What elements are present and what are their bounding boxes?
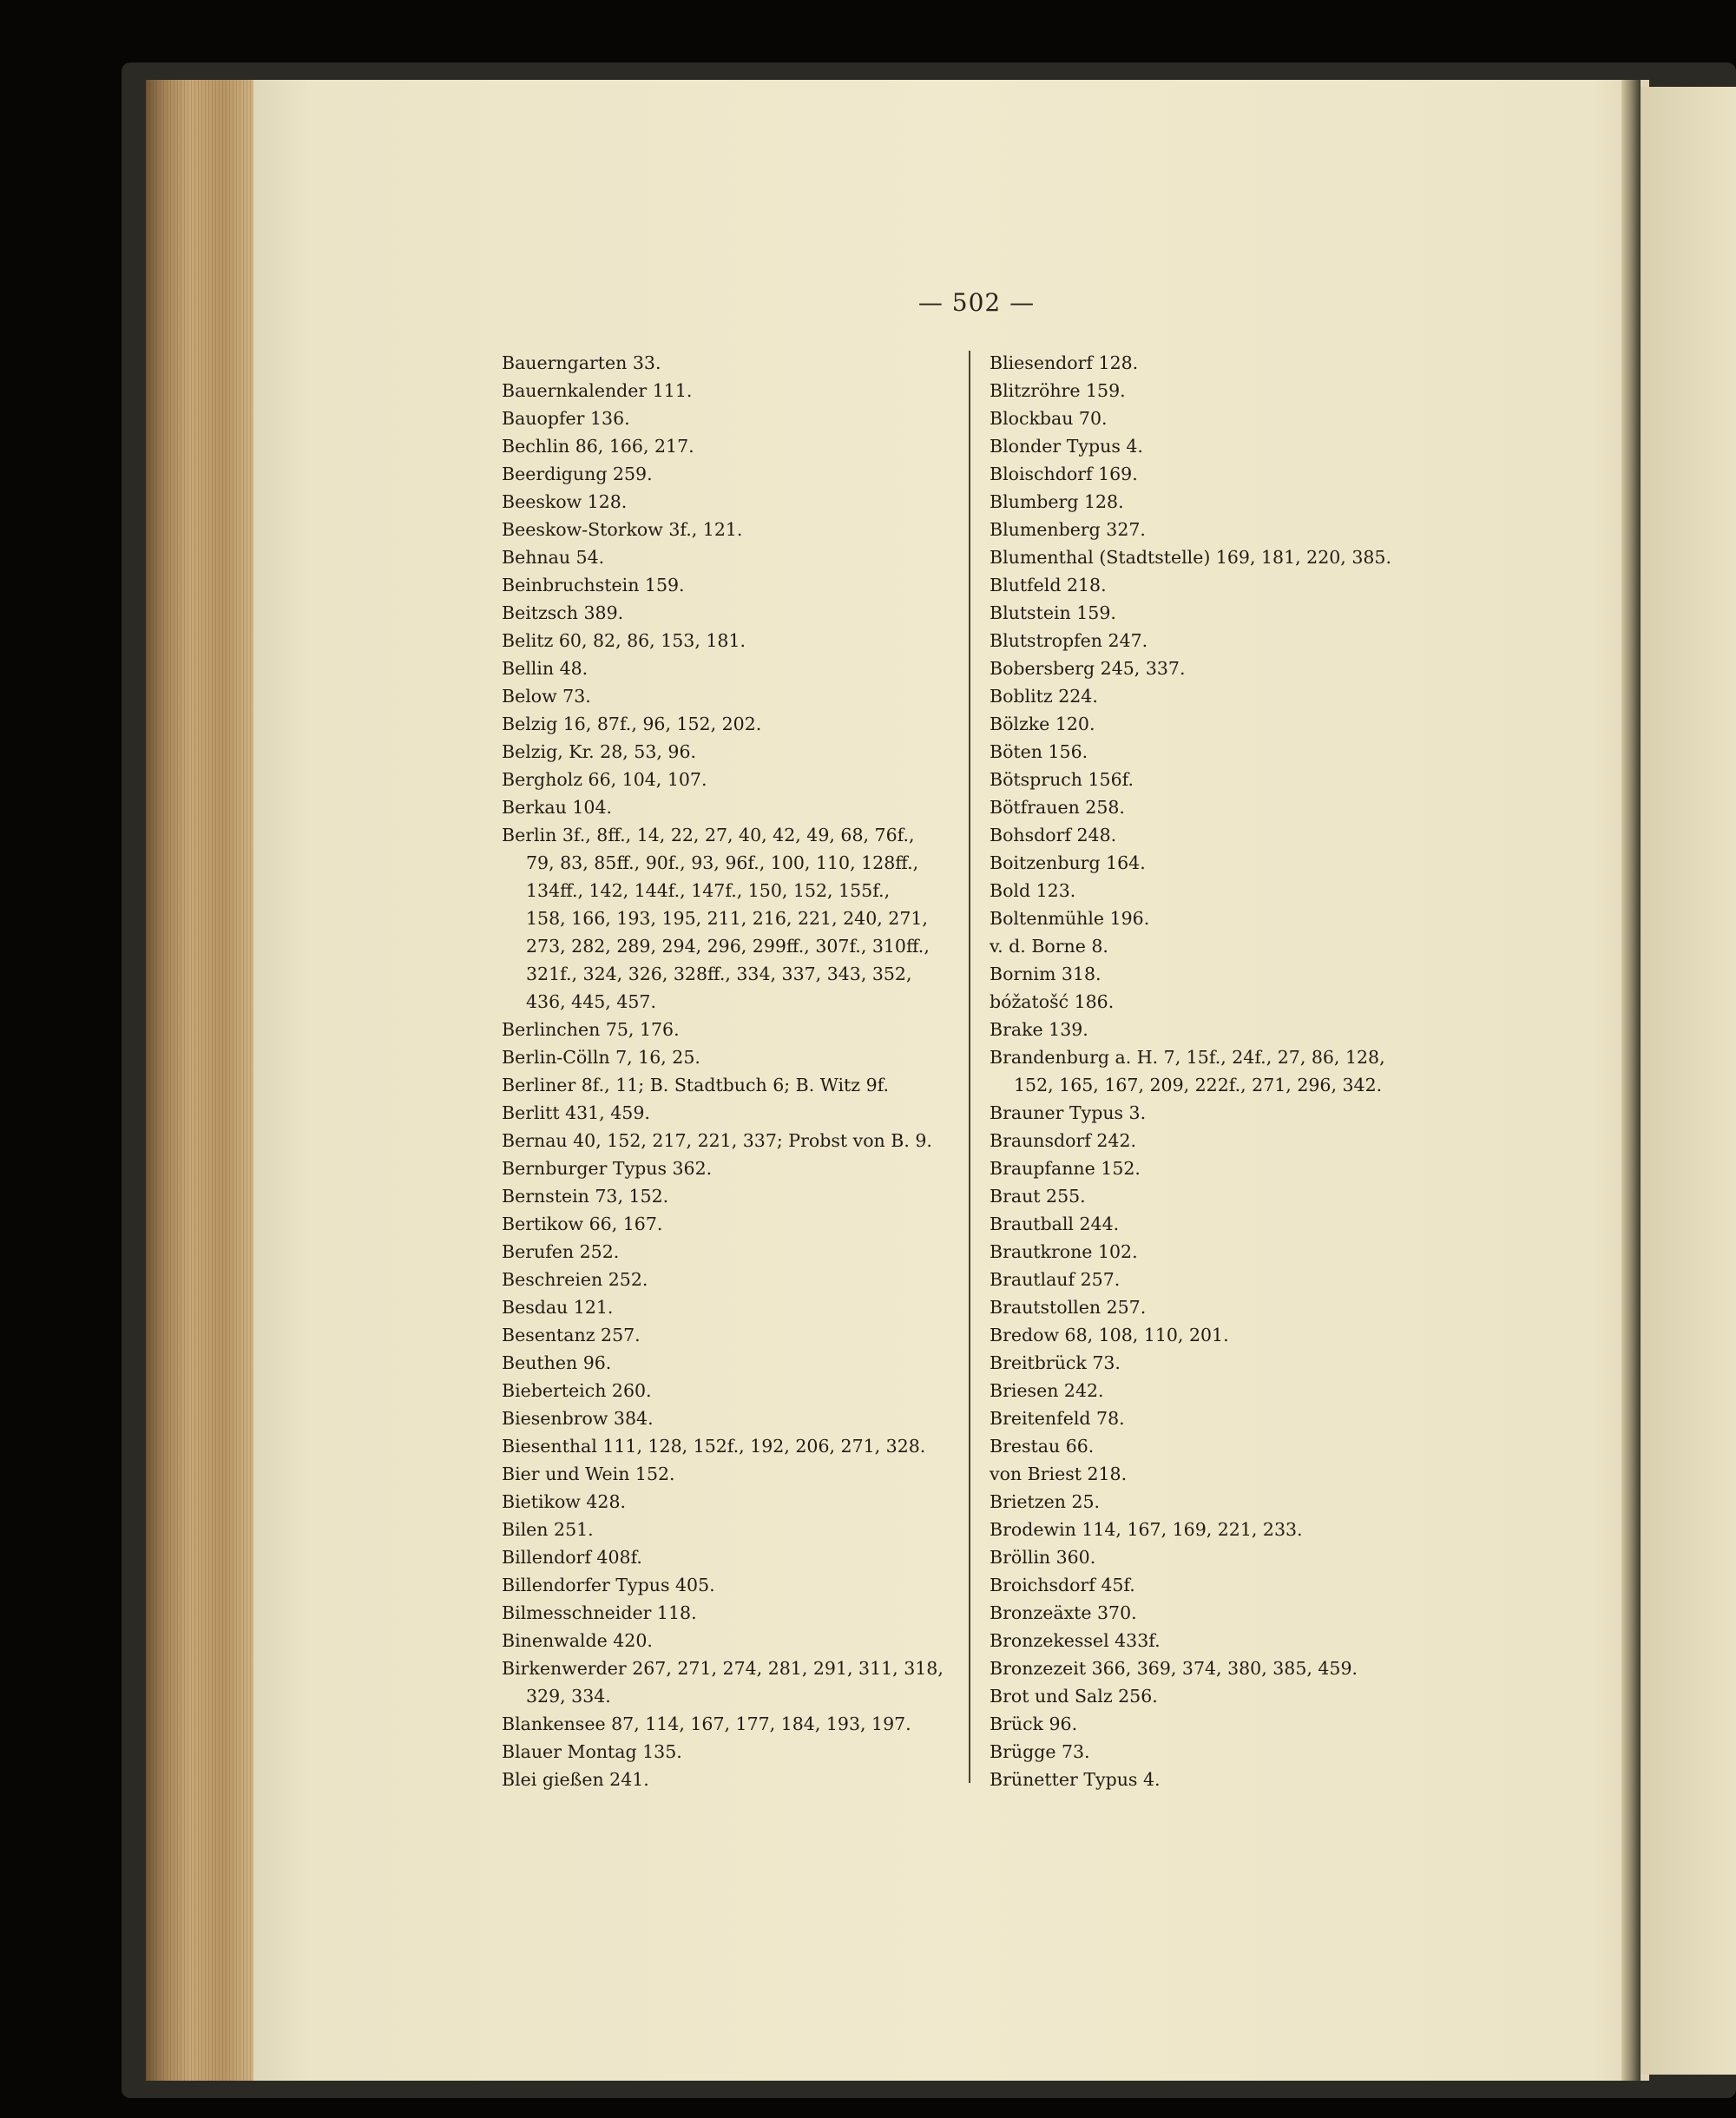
index-entry: Boblitz 224. — [990, 686, 1098, 707]
index-entry: Brauner Typus 3. — [990, 1102, 1147, 1123]
index-entry: Brautlauf 257. — [990, 1269, 1121, 1290]
index-entry: Blei gießen 241. — [502, 1769, 649, 1790]
index-entry: Birkenwerder 267, 271, 274, 281, 291, 311, 318, — [502, 1658, 944, 1679]
index-entry: Broichsdorf 45f. — [990, 1575, 1135, 1595]
column-divider — [969, 351, 970, 1783]
index-entry: Bilmesschneider 118. — [502, 1602, 697, 1623]
index-entry: Brietzen 25. — [990, 1491, 1101, 1512]
index-entry: Bernau 40, 152, 217, 221, 337; Probst von B. 9. — [502, 1130, 932, 1151]
index-entry: bóžatošć 186. — [990, 991, 1115, 1012]
index-entry: Biesenthal 111, 128, 152f., 192, 206, 271, 328. — [502, 1436, 926, 1457]
index-entry: Beeskow-Storkow 3f., 121. — [502, 519, 743, 540]
index-entry: Berufen 252. — [502, 1241, 620, 1262]
index-entry: Bauopfer 136. — [502, 408, 630, 429]
index-entry: Blumenberg 327. — [990, 519, 1146, 540]
index-entry: Berliner 8f., 11; B. Stadtbuch 6; B. Witz 9f. — [502, 1075, 890, 1095]
index-entry: Berlinchen 75, 176. — [502, 1019, 680, 1040]
index-entry: Brake 139. — [990, 1019, 1088, 1040]
index-entry: Bötspruch 156f. — [990, 769, 1134, 790]
index-entry: Bronzeäxte 370. — [990, 1602, 1137, 1623]
index-entry: Beuthen 96. — [502, 1352, 612, 1373]
index-entry: Bauerngarten 33. — [502, 352, 661, 373]
index-entry: Besdau 121. — [502, 1297, 614, 1318]
index-entry: Brot und Salz 256. — [990, 1686, 1158, 1707]
facing-page-edge — [1641, 87, 1736, 2075]
index-entry: Blitzröhre 159. — [990, 380, 1126, 401]
index-entry: Behnau 54. — [502, 547, 605, 568]
book-gutter — [1621, 80, 1641, 2081]
index-entry: Brautkrone 102. — [990, 1241, 1138, 1262]
index-entry: Braut 255. — [990, 1186, 1086, 1207]
index-entry: Beerdigung 259. — [502, 464, 653, 484]
index-entry-continuation: 329, 334. — [526, 1686, 611, 1707]
index-entry: Below 73. — [502, 686, 591, 707]
index-entry: Blutfeld 218. — [990, 575, 1107, 595]
index-entry: Bergholz 66, 104, 107. — [502, 769, 707, 790]
index-entry: Bauernkalender 111. — [502, 380, 693, 401]
index-entry: Blauer Montag 135. — [502, 1741, 682, 1762]
index-entry-continuation: 134ff., 142, 144f., 147f., 150, 152, 155f., — [526, 880, 891, 901]
index-entry: Bötfrauen 258. — [990, 797, 1125, 818]
index-entry-continuation: 321f., 324, 326, 328ff., 334, 337, 343, 352, — [526, 964, 912, 984]
index-column-left — [502, 349, 970, 1793]
index-entry: Beitzsch 389. — [502, 602, 624, 623]
index-entry: Blutstropfen 247. — [990, 630, 1148, 651]
index-entry: Braupfanne 152. — [990, 1158, 1141, 1179]
index-entry: Brodewin 114, 167, 169, 221, 233. — [990, 1519, 1303, 1540]
index-entry: Boitzenburg 164. — [990, 852, 1146, 873]
index-entry: Böten 156. — [990, 741, 1088, 762]
index-entry: Bechlin 86, 166, 217. — [502, 436, 694, 457]
index-entry: Bliesendorf 128. — [990, 352, 1139, 373]
index-entry: Billendorfer Typus 405. — [502, 1575, 715, 1595]
index-entry: Bellin 48. — [502, 658, 589, 679]
index-entry: Bornim 318. — [990, 964, 1101, 984]
index-entry: Bredow 68, 108, 110, 201. — [990, 1325, 1229, 1345]
index-entry: Brestau 66. — [990, 1436, 1095, 1457]
index-entry: von Briest 218. — [990, 1464, 1128, 1484]
index-entry: Brück 96. — [990, 1713, 1078, 1734]
index-entry: Bold 123. — [990, 880, 1076, 901]
index-entry: Bohsdorf 248. — [990, 825, 1117, 845]
index-entry: Binenwalde 420. — [502, 1630, 653, 1651]
index-entry: Berlin-Cölln 7, 16, 25. — [502, 1047, 700, 1068]
index-entry: Belzig, Kr. 28, 53, 96. — [502, 741, 696, 762]
index-entry: Berlitt 431, 459. — [502, 1102, 650, 1123]
index-entry: Bertikow 66, 167. — [502, 1214, 663, 1234]
index-entry: Bietikow 428. — [502, 1491, 627, 1512]
index-entry-continuation: 158, 166, 193, 195, 211, 216, 221, 240, 271, — [526, 908, 928, 929]
index-entry: Brautstollen 257. — [990, 1297, 1147, 1318]
index-entry: Blankensee 87, 114, 167, 177, 184, 193, 197. — [502, 1713, 911, 1734]
index-entry: Bronzezeit 366, 369, 374, 380, 385, 459. — [990, 1658, 1358, 1679]
index-entry-continuation: 273, 282, 289, 294, 296, 299ff., 307f., 310ff., — [526, 936, 930, 957]
index-entry: Bilen 251. — [502, 1519, 594, 1540]
index-entry: Billendorf 408f. — [502, 1547, 642, 1568]
index-entry: Bobersberg 245, 337. — [990, 658, 1186, 679]
index-entry: Berkau 104. — [502, 797, 613, 818]
index-entry: Brautball 244. — [990, 1214, 1120, 1234]
index-entry: Bernburger Typus 362. — [502, 1158, 713, 1179]
index-entry: Breitenfeld 78. — [990, 1408, 1125, 1429]
index-entry: Breitbrück 73. — [990, 1352, 1121, 1373]
index-entry: Besentanz 257. — [502, 1325, 641, 1345]
index-entry-continuation: 436, 445, 457. — [526, 991, 656, 1012]
index-entry: Beeskow 128. — [502, 491, 628, 512]
index-entry: v. d. Borne 8. — [990, 936, 1108, 957]
index-entry-continuation: 152, 165, 167, 209, 222f., 271, 296, 342. — [1014, 1075, 1383, 1095]
index-entry: Belzig 16, 87f., 96, 152, 202. — [502, 714, 762, 734]
index-entry: Brünetter Typus 4. — [990, 1769, 1161, 1790]
index-entry: Bier und Wein 152. — [502, 1464, 675, 1484]
index-column-right — [990, 349, 1458, 1793]
index-entry: Bieberteich 260. — [502, 1380, 652, 1401]
index-entry: Blutstein 159. — [990, 602, 1116, 623]
index-entry: Bronzekessel 433f. — [990, 1630, 1161, 1651]
index-entry: Biesenbrow 384. — [502, 1408, 654, 1429]
index-entry: Beschreien 252. — [502, 1269, 648, 1290]
index-entry: Berlin 3f., 8ff., 14, 22, 27, 40, 42, 49, 68, 76f., — [502, 825, 915, 845]
index-entry: Bröllin 360. — [990, 1547, 1096, 1568]
index-entry: Bernstein 73, 152. — [502, 1186, 669, 1207]
index-entry: Blonder Typus 4. — [990, 436, 1143, 457]
index-entry: Blumenthal (Stadtstelle) 169, 181, 220, 385. — [990, 547, 1391, 568]
index-entry: Bloischdorf 169. — [990, 464, 1138, 484]
index-entry: Bölzke 120. — [990, 714, 1095, 734]
page-number: — 502 — — [917, 288, 1036, 317]
index-entry: Blumberg 128. — [990, 491, 1124, 512]
index-entry: Beinbruchstein 159. — [502, 575, 685, 595]
index-entry: Braunsdorf 242. — [990, 1130, 1137, 1151]
index-entry-continuation: 79, 83, 85ff., 90f., 93, 96f., 100, 110, 128ff., — [526, 852, 919, 873]
index-entry: Briesen 242. — [990, 1380, 1104, 1401]
index-entry: Belitz 60, 82, 86, 153, 181. — [502, 630, 746, 651]
index-entry: Brügge 73. — [990, 1741, 1090, 1762]
index-entry: Brandenburg a. H. 7, 15f., 24f., 27, 86, 128, — [990, 1047, 1385, 1068]
page-edges — [146, 80, 257, 2081]
index-entry: Blockbau 70. — [990, 408, 1108, 429]
index-entry: Boltenmühle 196. — [990, 908, 1150, 929]
